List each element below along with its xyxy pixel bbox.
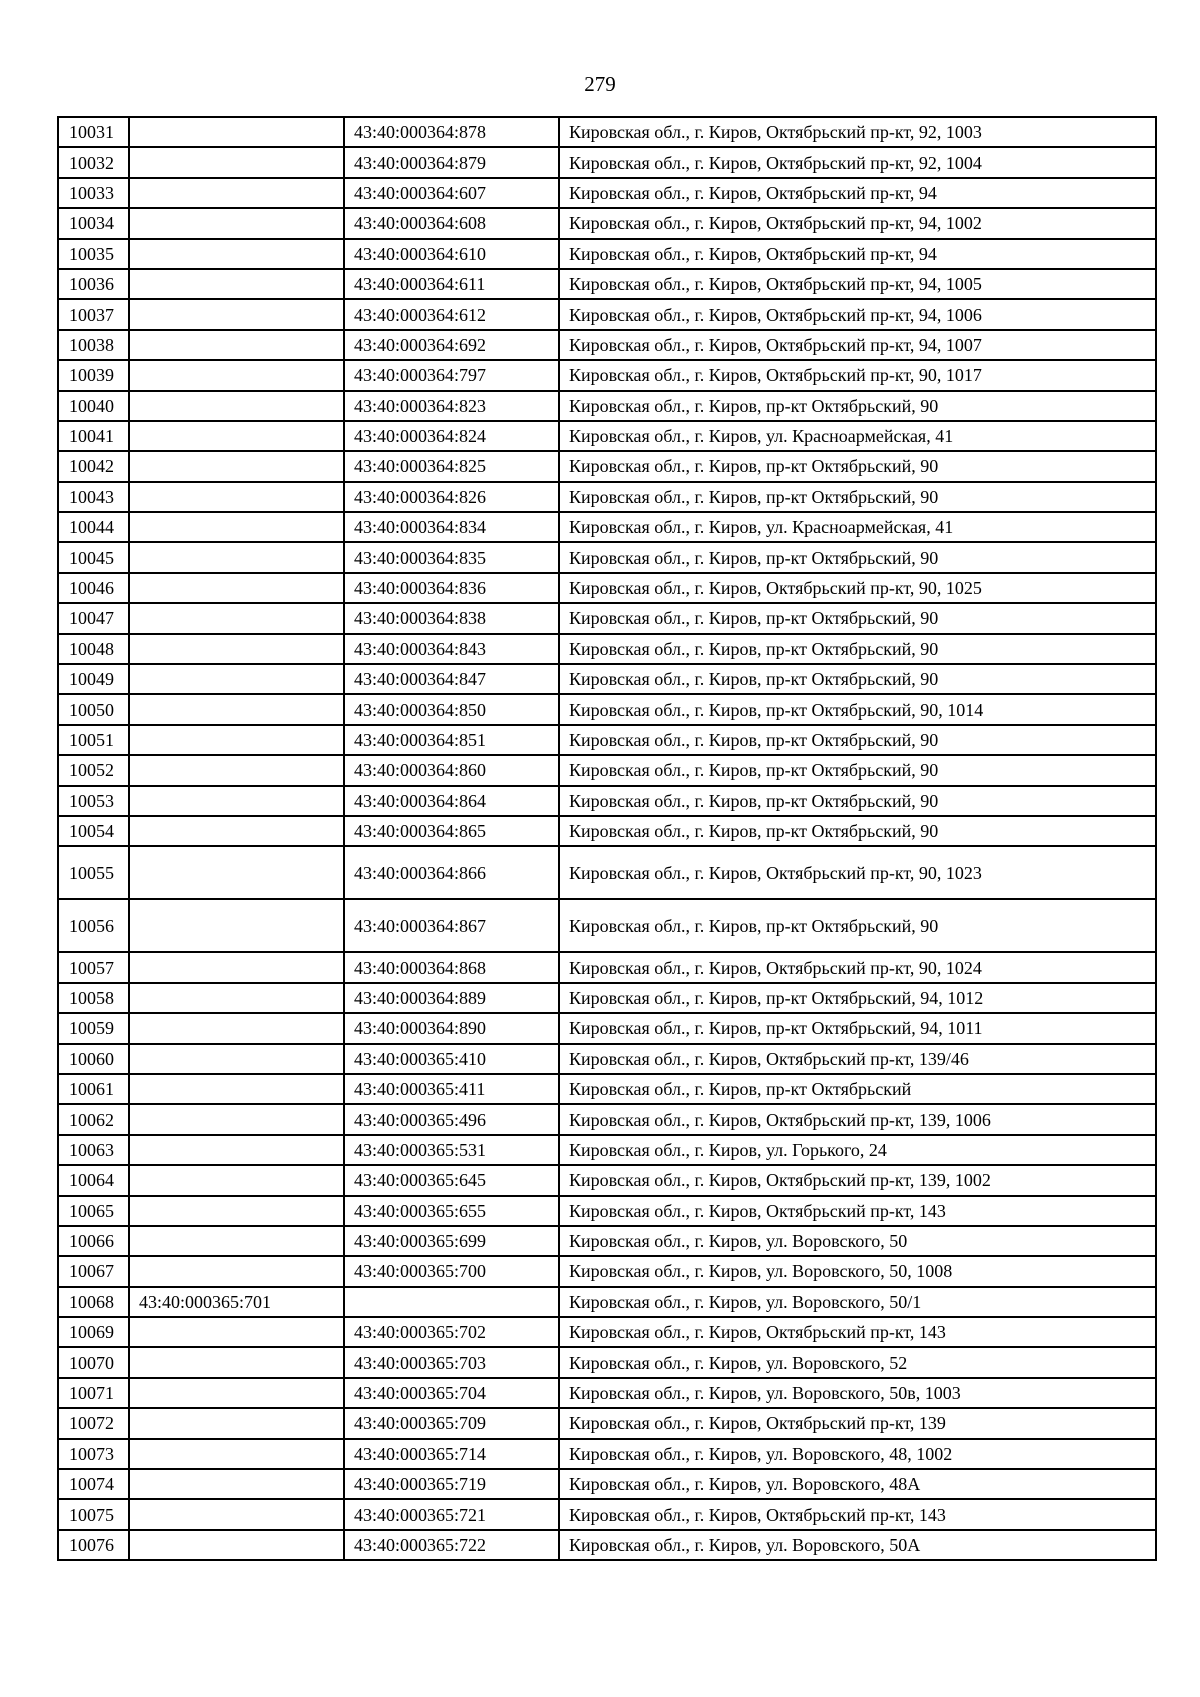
cadastral-number-primary bbox=[129, 208, 344, 238]
table-row bbox=[58, 269, 1156, 299]
row-number: 10039 bbox=[58, 360, 129, 390]
table-row bbox=[58, 786, 1156, 816]
table-row bbox=[58, 694, 1156, 724]
row-number: 10053 bbox=[58, 786, 129, 816]
address-cell: Кировская обл., г. Киров, Октябрьский пр-кт, 92, 1003 bbox=[559, 117, 1156, 147]
table-row bbox=[58, 451, 1156, 481]
registry-table-body bbox=[58, 117, 1156, 1560]
cadastral-number-primary bbox=[129, 330, 344, 360]
table-row bbox=[58, 1196, 1156, 1226]
table-row bbox=[58, 952, 1156, 982]
table-row bbox=[58, 178, 1156, 208]
cadastral-number-secondary: 43:40:000364:838 bbox=[344, 603, 559, 633]
cadastral-number-primary bbox=[129, 239, 344, 269]
cadastral-number-secondary: 43:40:000364:823 bbox=[344, 391, 559, 421]
row-number: 10043 bbox=[58, 482, 129, 512]
row-number: 10034 bbox=[58, 208, 129, 238]
row-number: 10041 bbox=[58, 421, 129, 451]
row-number: 10065 bbox=[58, 1196, 129, 1226]
cadastral-number-secondary: 43:40:000364:879 bbox=[344, 147, 559, 177]
row-number: 10069 bbox=[58, 1317, 129, 1347]
cadastral-number-primary bbox=[129, 1499, 344, 1529]
cadastral-number-primary bbox=[129, 1469, 344, 1499]
cadastral-number-secondary: 43:40:000365:645 bbox=[344, 1165, 559, 1195]
cadastral-number-primary bbox=[129, 512, 344, 542]
address-cell: Кировская обл., г. Киров, Октябрьский пр-кт, 90, 1023 bbox=[559, 846, 1156, 899]
cadastral-number-primary bbox=[129, 542, 344, 572]
address-cell: Кировская обл., г. Киров, Октябрьский пр-кт, 139, 1006 bbox=[559, 1104, 1156, 1134]
row-number: 10032 bbox=[58, 147, 129, 177]
table-row bbox=[58, 512, 1156, 542]
address-cell: Кировская обл., г. Киров, пр-кт Октябрьский, 94, 1011 bbox=[559, 1013, 1156, 1043]
cadastral-number-secondary: 43:40:000364:847 bbox=[344, 664, 559, 694]
cadastral-number-secondary: 43:40:000364:836 bbox=[344, 573, 559, 603]
cadastral-number-secondary: 43:40:000364:825 bbox=[344, 451, 559, 481]
cadastral-number-secondary: 43:40:000365:531 bbox=[344, 1135, 559, 1165]
table-row bbox=[58, 1104, 1156, 1134]
address-cell: Кировская обл., г. Киров, ул. Воровского, 50, 1008 bbox=[559, 1256, 1156, 1286]
row-number: 10074 bbox=[58, 1469, 129, 1499]
address-cell: Кировская обл., г. Киров, пр-кт Октябрьский bbox=[559, 1074, 1156, 1104]
address-cell: Кировская обл., г. Киров, пр-кт Октябрьский, 90 bbox=[559, 664, 1156, 694]
row-number: 10056 bbox=[58, 899, 129, 952]
table-row bbox=[58, 634, 1156, 664]
cadastral-number-secondary: 43:40:000365:704 bbox=[344, 1378, 559, 1408]
address-cell: Кировская обл., г. Киров, пр-кт Октябрьский, 90 bbox=[559, 603, 1156, 633]
cadastral-number-primary bbox=[129, 634, 344, 664]
cadastral-number-primary bbox=[129, 694, 344, 724]
table-row bbox=[58, 360, 1156, 390]
table-row bbox=[58, 1165, 1156, 1195]
cadastral-number-primary bbox=[129, 952, 344, 982]
cadastral-number-secondary: 43:40:000364:878 bbox=[344, 117, 559, 147]
cadastral-number-primary bbox=[129, 725, 344, 755]
row-number: 10073 bbox=[58, 1439, 129, 1469]
cadastral-number-primary bbox=[129, 117, 344, 147]
row-number: 10057 bbox=[58, 952, 129, 982]
cadastral-number-primary bbox=[129, 1530, 344, 1560]
table-row bbox=[58, 1378, 1156, 1408]
cadastral-number-primary bbox=[129, 983, 344, 1013]
address-cell: Кировская обл., г. Киров, Октябрьский пр-кт, 143 bbox=[559, 1196, 1156, 1226]
cadastral-number-secondary: 43:40:000364:824 bbox=[344, 421, 559, 451]
cadastral-number-secondary: 43:40:000365:703 bbox=[344, 1347, 559, 1377]
table-row bbox=[58, 1439, 1156, 1469]
table-row bbox=[58, 1287, 1156, 1317]
cadastral-number-primary bbox=[129, 1256, 344, 1286]
table-row bbox=[58, 482, 1156, 512]
address-cell: Кировская обл., г. Киров, Октябрьский пр-кт, 139 bbox=[559, 1408, 1156, 1438]
row-number: 10040 bbox=[58, 391, 129, 421]
row-number: 10066 bbox=[58, 1226, 129, 1256]
cadastral-number-primary bbox=[129, 1013, 344, 1043]
table-row bbox=[58, 1347, 1156, 1377]
cadastral-number-secondary: 43:40:000364:868 bbox=[344, 952, 559, 982]
cadastral-number-secondary: 43:40:000364:866 bbox=[344, 846, 559, 899]
cadastral-number-primary bbox=[129, 755, 344, 785]
table-row bbox=[58, 664, 1156, 694]
row-number: 10035 bbox=[58, 239, 129, 269]
cadastral-number-secondary: 43:40:000364:860 bbox=[344, 755, 559, 785]
row-number: 10037 bbox=[58, 299, 129, 329]
cadastral-number-primary bbox=[129, 664, 344, 694]
row-number: 10044 bbox=[58, 512, 129, 542]
address-cell: Кировская обл., г. Киров, Октябрьский пр-кт, 90, 1025 bbox=[559, 573, 1156, 603]
cadastral-number-primary bbox=[129, 1378, 344, 1408]
row-number: 10059 bbox=[58, 1013, 129, 1043]
row-number: 10046 bbox=[58, 573, 129, 603]
cadastral-number-primary bbox=[129, 147, 344, 177]
cadastral-number-primary bbox=[129, 1165, 344, 1195]
table-row bbox=[58, 755, 1156, 785]
address-cell: Кировская обл., г. Киров, Октябрьский пр-кт, 94 bbox=[559, 178, 1156, 208]
row-number: 10062 bbox=[58, 1104, 129, 1134]
cadastral-number-secondary: 43:40:000365:655 bbox=[344, 1196, 559, 1226]
row-number: 10061 bbox=[58, 1074, 129, 1104]
table-row bbox=[58, 1226, 1156, 1256]
cadastral-number-secondary: 43:40:000365:719 bbox=[344, 1469, 559, 1499]
table-row bbox=[58, 1256, 1156, 1286]
registry-table bbox=[57, 116, 1157, 1561]
cadastral-number-primary bbox=[129, 1196, 344, 1226]
row-number: 10052 bbox=[58, 755, 129, 785]
row-number: 10060 bbox=[58, 1044, 129, 1074]
cadastral-number-secondary: 43:40:000364:610 bbox=[344, 239, 559, 269]
address-cell: Кировская обл., г. Киров, Октябрьский пр-кт, 94, 1006 bbox=[559, 299, 1156, 329]
table-row bbox=[58, 147, 1156, 177]
row-number: 10038 bbox=[58, 330, 129, 360]
cadastral-number-secondary: 43:40:000364:851 bbox=[344, 725, 559, 755]
address-cell: Кировская обл., г. Киров, Октябрьский пр-кт, 94, 1005 bbox=[559, 269, 1156, 299]
row-number: 10075 bbox=[58, 1499, 129, 1529]
cadastral-number-secondary: 43:40:000364:889 bbox=[344, 983, 559, 1013]
address-cell: Кировская обл., г. Киров, Октябрьский пр-кт, 90, 1017 bbox=[559, 360, 1156, 390]
cadastral-number-secondary: 43:40:000365:699 bbox=[344, 1226, 559, 1256]
table-row bbox=[58, 1135, 1156, 1165]
row-number: 10067 bbox=[58, 1256, 129, 1286]
cadastral-number-primary bbox=[129, 846, 344, 899]
cadastral-number-secondary: 43:40:000365:496 bbox=[344, 1104, 559, 1134]
cadastral-number-primary bbox=[129, 269, 344, 299]
table-row bbox=[58, 983, 1156, 1013]
row-number: 10068 bbox=[58, 1287, 129, 1317]
table-row bbox=[58, 573, 1156, 603]
address-cell: Кировская обл., г. Киров, пр-кт Октябрьский, 90, 1014 bbox=[559, 694, 1156, 724]
row-number: 10076 bbox=[58, 1530, 129, 1560]
cadastral-number-secondary: 43:40:000364:608 bbox=[344, 208, 559, 238]
table-row bbox=[58, 1044, 1156, 1074]
cadastral-number-secondary: 43:40:000364:865 bbox=[344, 816, 559, 846]
cadastral-number-secondary: 43:40:000365:722 bbox=[344, 1530, 559, 1560]
cadastral-number-secondary: 43:40:000364:843 bbox=[344, 634, 559, 664]
cadastral-number-secondary: 43:40:000364:867 bbox=[344, 899, 559, 952]
cadastral-number-primary bbox=[129, 360, 344, 390]
table-row bbox=[58, 1530, 1156, 1560]
cadastral-number-secondary: 43:40:000365:410 bbox=[344, 1044, 559, 1074]
row-number: 10051 bbox=[58, 725, 129, 755]
cadastral-number-secondary: 43:40:000364:611 bbox=[344, 269, 559, 299]
cadastral-number-primary bbox=[129, 421, 344, 451]
address-cell: Кировская обл., г. Киров, ул. Воровского, 52 bbox=[559, 1347, 1156, 1377]
table-row bbox=[58, 330, 1156, 360]
row-number: 10055 bbox=[58, 846, 129, 899]
table-row bbox=[58, 299, 1156, 329]
table-row bbox=[58, 239, 1156, 269]
cadastral-number-primary bbox=[129, 816, 344, 846]
table-row bbox=[58, 208, 1156, 238]
cadastral-number-primary bbox=[129, 1439, 344, 1469]
address-cell: Кировская обл., г. Киров, ул. Воровского, 50в, 1003 bbox=[559, 1378, 1156, 1408]
row-number: 10045 bbox=[58, 542, 129, 572]
row-number: 10033 bbox=[58, 178, 129, 208]
table-row bbox=[58, 391, 1156, 421]
address-cell: Кировская обл., г. Киров, ул. Воровского, 48А bbox=[559, 1469, 1156, 1499]
cadastral-number-secondary: 43:40:000364:607 bbox=[344, 178, 559, 208]
cadastral-number-primary bbox=[129, 482, 344, 512]
cadastral-number-secondary: 43:40:000364:692 bbox=[344, 330, 559, 360]
cadastral-number-secondary: 43:40:000364:826 bbox=[344, 482, 559, 512]
cadastral-number-secondary: 43:40:000365:709 bbox=[344, 1408, 559, 1438]
cadastral-number-primary bbox=[129, 786, 344, 816]
address-cell: Кировская обл., г. Киров, Октябрьский пр-кт, 143 bbox=[559, 1499, 1156, 1529]
address-cell: Кировская обл., г. Киров, Октябрьский пр-кт, 94, 1002 bbox=[559, 208, 1156, 238]
cadastral-number-primary bbox=[129, 603, 344, 633]
cadastral-number-secondary bbox=[344, 1287, 559, 1317]
table-row bbox=[58, 117, 1156, 147]
cadastral-number-primary bbox=[129, 451, 344, 481]
cadastral-number-primary bbox=[129, 1317, 344, 1347]
address-cell: Кировская обл., г. Киров, ул. Красноармейская, 41 bbox=[559, 421, 1156, 451]
row-number: 10063 bbox=[58, 1135, 129, 1165]
cadastral-number-secondary: 43:40:000364:850 bbox=[344, 694, 559, 724]
cadastral-number-primary bbox=[129, 178, 344, 208]
address-cell: Кировская обл., г. Киров, пр-кт Октябрьский, 90 bbox=[559, 786, 1156, 816]
address-cell: Кировская обл., г. Киров, пр-кт Октябрьский, 90 bbox=[559, 816, 1156, 846]
address-cell: Кировская обл., г. Киров, Октябрьский пр-кт, 94 bbox=[559, 239, 1156, 269]
table-row bbox=[58, 542, 1156, 572]
address-cell: Кировская обл., г. Киров, ул. Воровского, 48, 1002 bbox=[559, 1439, 1156, 1469]
table-row bbox=[58, 1013, 1156, 1043]
table-row bbox=[58, 816, 1156, 846]
table-row bbox=[58, 1074, 1156, 1104]
address-cell: Кировская обл., г. Киров, пр-кт Октябрьский, 90 bbox=[559, 899, 1156, 952]
address-cell: Кировская обл., г. Киров, пр-кт Октябрьский, 90 bbox=[559, 482, 1156, 512]
address-cell: Кировская обл., г. Киров, пр-кт Октябрьский, 90 bbox=[559, 451, 1156, 481]
address-cell: Кировская обл., г. Киров, пр-кт Октябрьский, 90 bbox=[559, 725, 1156, 755]
cadastral-number-primary bbox=[129, 1044, 344, 1074]
address-cell: Кировская обл., г. Киров, пр-кт Октябрьский, 90 bbox=[559, 634, 1156, 664]
address-cell: Кировская обл., г. Киров, ул. Горького, 24 bbox=[559, 1135, 1156, 1165]
row-number: 10058 bbox=[58, 983, 129, 1013]
cadastral-number-primary bbox=[129, 1104, 344, 1134]
address-cell: Кировская обл., г. Киров, пр-кт Октябрьский, 94, 1012 bbox=[559, 983, 1156, 1013]
row-number: 10050 bbox=[58, 694, 129, 724]
cadastral-number-primary bbox=[129, 1347, 344, 1377]
address-cell: Кировская обл., г. Киров, ул. Красноармейская, 41 bbox=[559, 512, 1156, 542]
cadastral-number-secondary: 43:40:000364:835 bbox=[344, 542, 559, 572]
cadastral-number-primary bbox=[129, 1408, 344, 1438]
table-row bbox=[58, 1469, 1156, 1499]
table-row bbox=[58, 1408, 1156, 1438]
address-cell: Кировская обл., г. Киров, Октябрьский пр-кт, 94, 1007 bbox=[559, 330, 1156, 360]
row-number: 10048 bbox=[58, 634, 129, 664]
cadastral-number-secondary: 43:40:000365:411 bbox=[344, 1074, 559, 1104]
cadastral-number-primary bbox=[129, 1226, 344, 1256]
address-cell: Кировская обл., г. Киров, Октябрьский пр-кт, 143 bbox=[559, 1317, 1156, 1347]
table-row bbox=[58, 846, 1156, 899]
row-number: 10042 bbox=[58, 451, 129, 481]
cadastral-number-primary bbox=[129, 573, 344, 603]
address-cell: Кировская обл., г. Киров, ул. Воровского, 50/1 bbox=[559, 1287, 1156, 1317]
row-number: 10049 bbox=[58, 664, 129, 694]
address-cell: Кировская обл., г. Киров, ул. Воровского, 50А bbox=[559, 1530, 1156, 1560]
row-number: 10047 bbox=[58, 603, 129, 633]
cadastral-number-secondary: 43:40:000365:721 bbox=[344, 1499, 559, 1529]
row-number: 10036 bbox=[58, 269, 129, 299]
cadastral-number-primary bbox=[129, 1074, 344, 1104]
row-number: 10031 bbox=[58, 117, 129, 147]
cadastral-number-secondary: 43:40:000365:700 bbox=[344, 1256, 559, 1286]
cadastral-number-primary bbox=[129, 299, 344, 329]
table-row bbox=[58, 421, 1156, 451]
address-cell: Кировская обл., г. Киров, Октябрьский пр-кт, 139/46 bbox=[559, 1044, 1156, 1074]
table-row bbox=[58, 603, 1156, 633]
table-row bbox=[58, 725, 1156, 755]
cadastral-number-primary bbox=[129, 1135, 344, 1165]
address-cell: Кировская обл., г. Киров, Октябрьский пр-кт, 92, 1004 bbox=[559, 147, 1156, 177]
cadastral-number-secondary: 43:40:000365:702 bbox=[344, 1317, 559, 1347]
address-cell: Кировская обл., г. Киров, пр-кт Октябрьский, 90 bbox=[559, 391, 1156, 421]
cadastral-number-secondary: 43:40:000365:714 bbox=[344, 1439, 559, 1469]
address-cell: Кировская обл., г. Киров, Октябрьский пр-кт, 139, 1002 bbox=[559, 1165, 1156, 1195]
cadastral-number-secondary: 43:40:000364:834 bbox=[344, 512, 559, 542]
address-cell: Кировская обл., г. Киров, пр-кт Октябрьский, 90 bbox=[559, 755, 1156, 785]
row-number: 10064 bbox=[58, 1165, 129, 1195]
cadastral-number-secondary: 43:40:000364:797 bbox=[344, 360, 559, 390]
table-row bbox=[58, 899, 1156, 952]
cadastral-number-secondary: 43:40:000364:612 bbox=[344, 299, 559, 329]
cadastral-number-secondary: 43:40:000364:864 bbox=[344, 786, 559, 816]
row-number: 10072 bbox=[58, 1408, 129, 1438]
table-row bbox=[58, 1317, 1156, 1347]
cadastral-number-secondary: 43:40:000364:890 bbox=[344, 1013, 559, 1043]
cadastral-number-primary bbox=[129, 899, 344, 952]
cadastral-number-primary bbox=[129, 391, 344, 421]
address-cell: Кировская обл., г. Киров, ул. Воровского, 50 bbox=[559, 1226, 1156, 1256]
row-number: 10054 bbox=[58, 816, 129, 846]
address-cell: Кировская обл., г. Киров, Октябрьский пр-кт, 90, 1024 bbox=[559, 952, 1156, 982]
row-number: 10070 bbox=[58, 1347, 129, 1377]
cadastral-number-primary: 43:40:000365:701 bbox=[129, 1287, 344, 1317]
page-number: 279 bbox=[584, 72, 616, 96]
row-number: 10071 bbox=[58, 1378, 129, 1408]
table-row bbox=[58, 1499, 1156, 1529]
address-cell: Кировская обл., г. Киров, пр-кт Октябрьский, 90 bbox=[559, 542, 1156, 572]
